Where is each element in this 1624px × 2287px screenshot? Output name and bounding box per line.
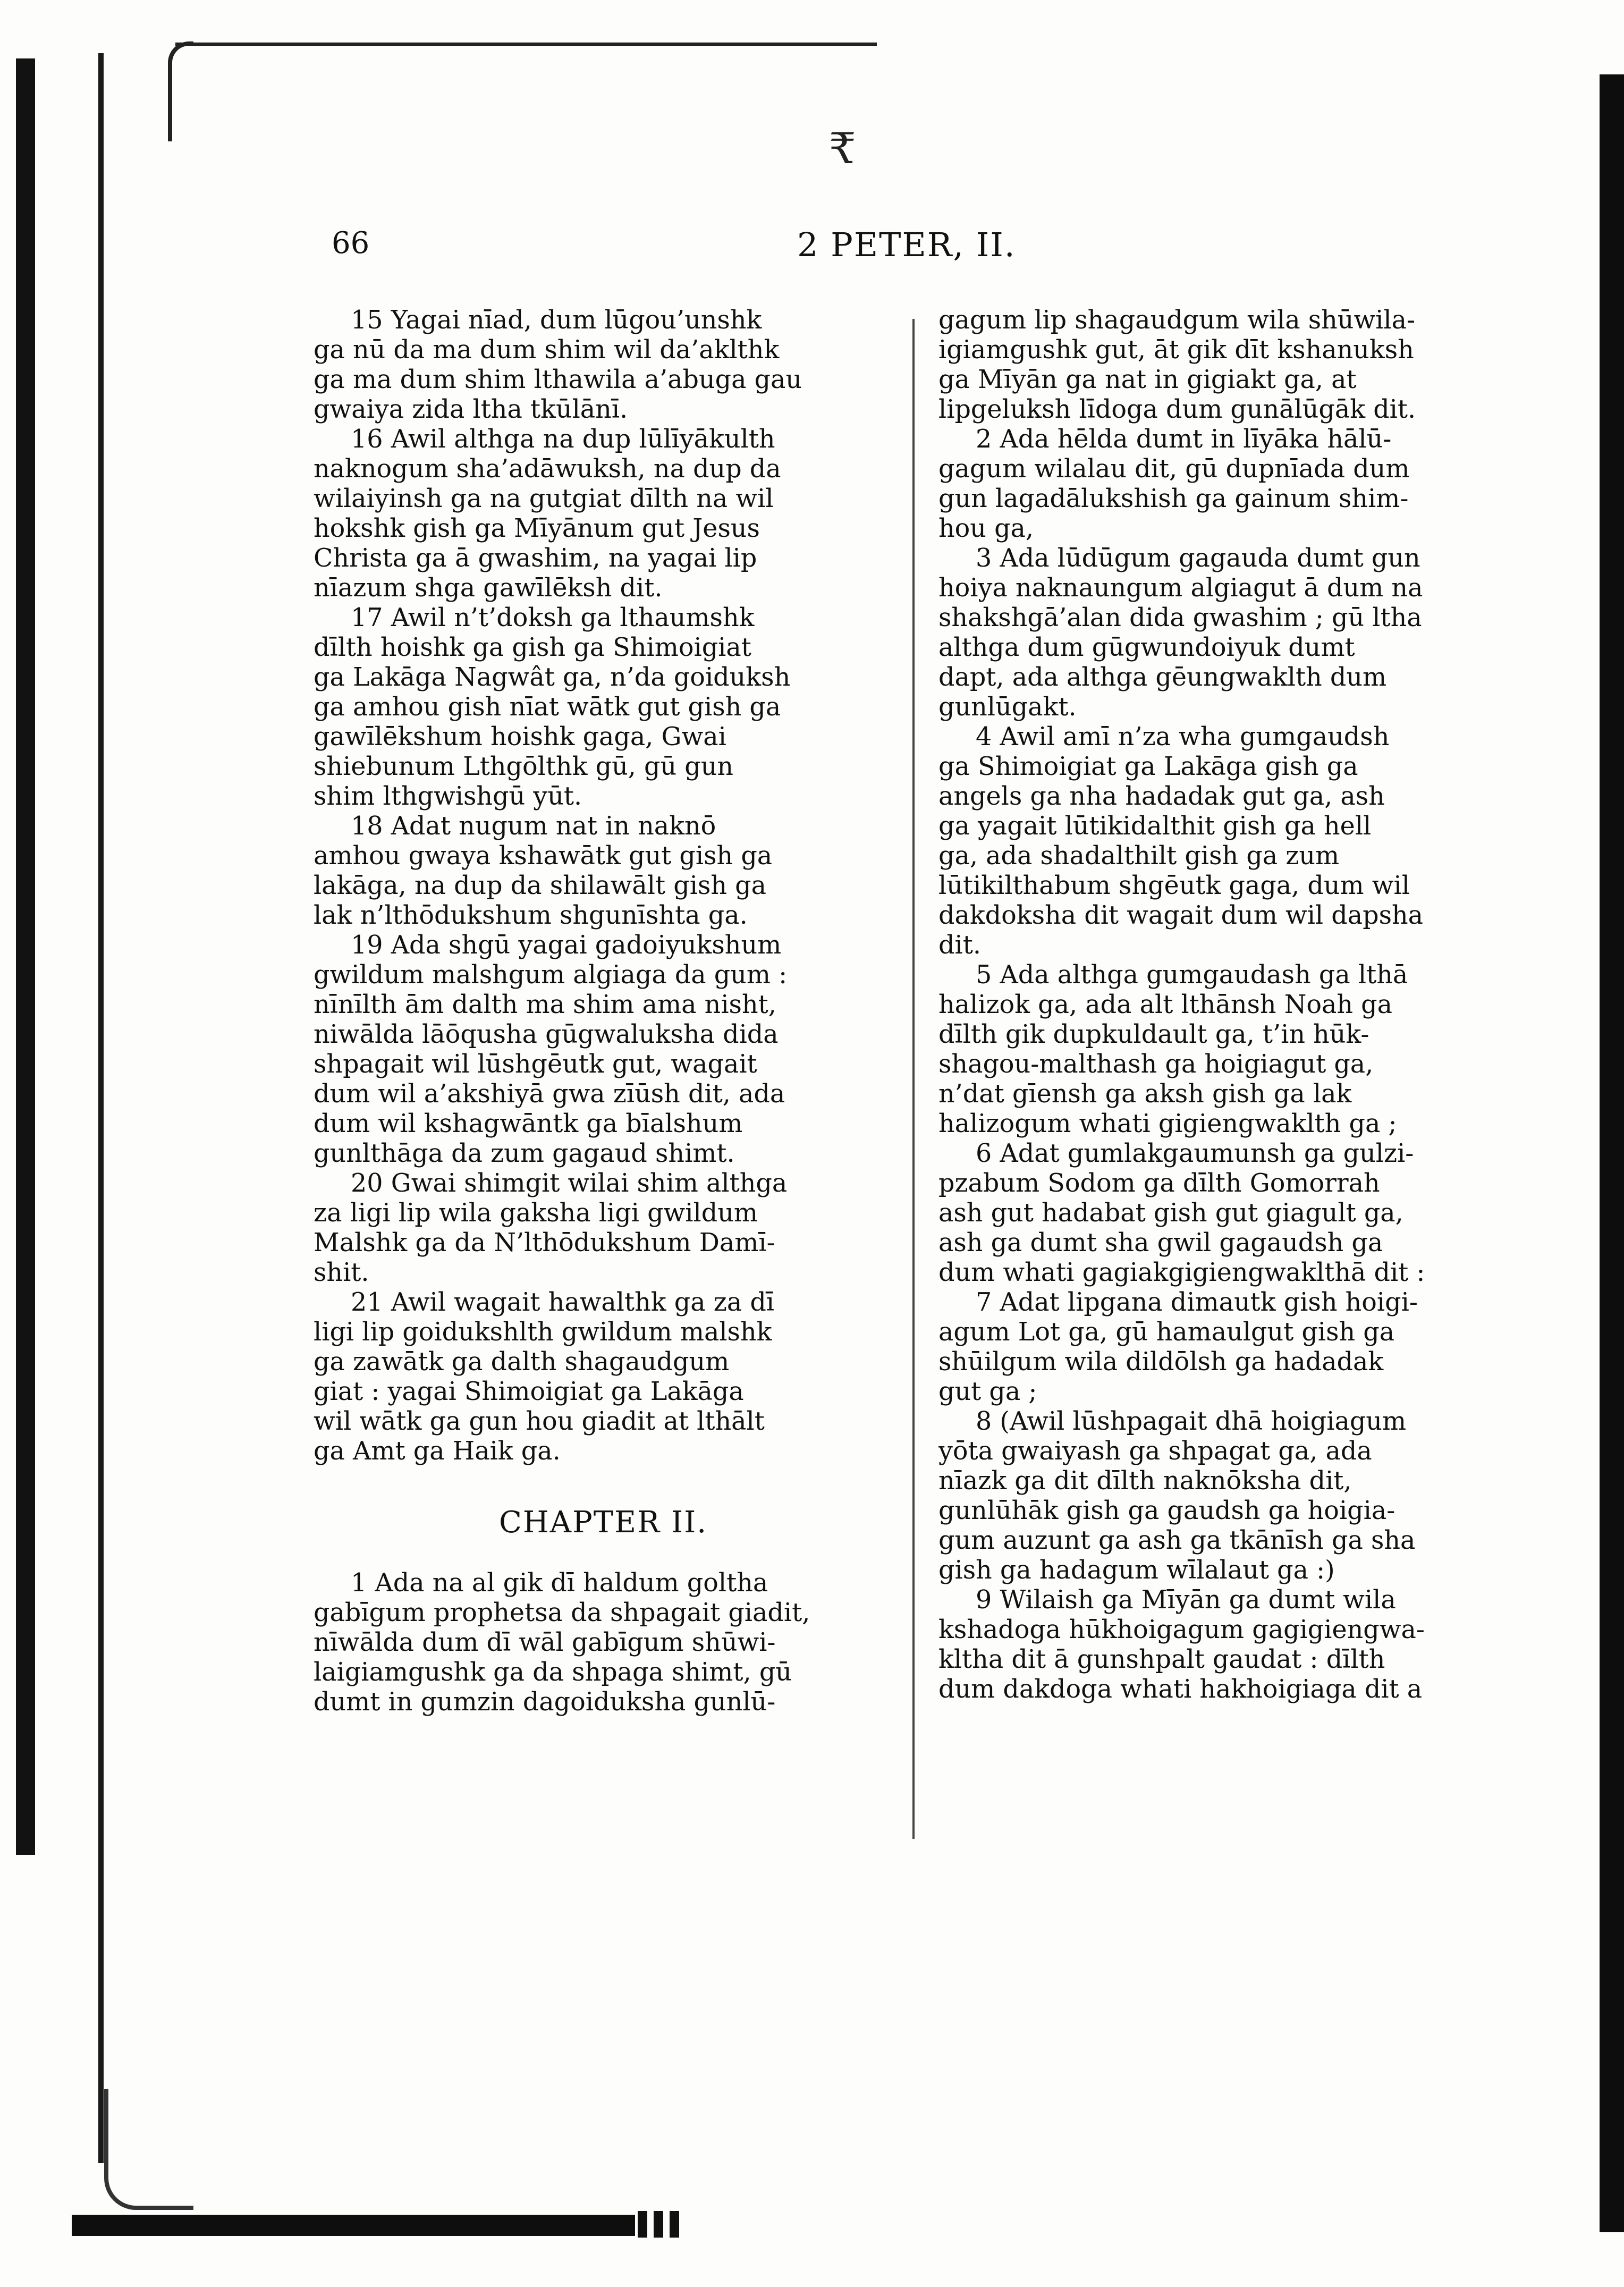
text-line: 17 Awil n’t’doksh ga lthaumshk (351, 603, 755, 632)
scan-edge-top (175, 43, 877, 46)
text-line: 16 Awil althga na dup lūlīyākulth (351, 425, 775, 454)
chapter-2-verse-9 (938, 1585, 1512, 1704)
chapter-2-verse-1-continued (938, 306, 1512, 425)
text-line: 21 Awil wagait hawalthk ga za dī (351, 1288, 775, 1317)
text-line: naknogum sha’adāwuksh, na dup da (314, 454, 781, 484)
text-line: ga, ada shadalthilt gish ga zum (938, 841, 1340, 871)
text-line: shpagait wil lūshgēutk gut, wagait (314, 1050, 757, 1079)
text-line: hou ga, (938, 514, 1034, 543)
scan-corner-bottom (104, 2089, 193, 2210)
text-line: ga Amt ga Haik ga. (314, 1437, 561, 1466)
text-line: amhou gwaya kshawātk gut gish ga (314, 841, 773, 871)
running-head: 2 PETER, II. (797, 225, 1016, 264)
text-line: gunlūgakt. (938, 693, 1077, 722)
scan-edge-left-inner (98, 53, 104, 2163)
text-line: hokshk gish ga Mīyānum gut Jesus (314, 514, 760, 543)
scan-corner-top (168, 41, 193, 141)
chapter-2-verse-3 (938, 544, 1512, 722)
text-line: angels ga nha hadadak gut ga, ash (938, 782, 1385, 811)
chapter-heading: CHAPTER II. (498, 1505, 708, 1540)
text-line: nīazk ga dit dīlth naknōksha dit, (938, 1466, 1352, 1496)
text-line: dum whati gagiakgigiengwaklthā dit : (938, 1258, 1425, 1287)
text-line: 20 Gwai shimgit wilai shim althga (351, 1169, 788, 1198)
text-line: ligi lip goidukshlth gwildum malshk (314, 1318, 772, 1347)
text-line: ga zawātk ga dalth shagaudgum (314, 1347, 730, 1377)
text-line: gunlūhāk gish ga gaudsh ga hoigia- (938, 1496, 1395, 1525)
chapter-2-verse-4 (938, 722, 1512, 960)
text-line: 2 Ada hēlda dumt in līyāka hālū- (976, 425, 1392, 454)
scan-edge-bottom (72, 2215, 635, 2236)
text-line: wilaiyinsh ga na gutgiat dīlth na wil (314, 484, 774, 513)
text-line: pzabum Sodom ga dīlth Gomorrah (938, 1169, 1380, 1198)
text-line: 9 Wilaish ga Mīyān ga dumt wila (976, 1585, 1396, 1615)
text-line: hoiya naknaungum algiagut ā dum na (938, 573, 1423, 603)
text-line: 4 Awil amī n’za wha gumgaudsh (976, 722, 1390, 752)
text-line: 18 Adat nugum nat in naknō (351, 812, 716, 841)
text-line: gagum lip shagaudgum wila shūwila- (938, 306, 1416, 335)
text-line: dīlth gik dupkuldault ga, t’in hūk- (938, 1020, 1369, 1049)
text-line: halizok ga, ada alt lthānsh Noah ga (938, 990, 1392, 1019)
text-line: 5 Ada althga gumgaudash ga lthā (976, 960, 1408, 990)
text-line: halizogum whati gigiengwaklth ga ; (938, 1109, 1397, 1138)
text-line: lakāga, na dup da shilawālt gish ga (314, 871, 766, 900)
chapter-2-verse-5 (938, 960, 1512, 1139)
text-line: nīnīlth ām dalth ma shim ama nisht, (314, 990, 776, 1019)
text-line: yōta gwaiyash ga shpagat ga, ada (938, 1437, 1372, 1466)
chapter-2-verse-2 (938, 425, 1512, 544)
text-line: dum wil a’akshiyā gwa zīūsh dit, ada (314, 1079, 785, 1109)
text-line: dum dakdoga whati hakhoigiaga dit a (938, 1675, 1423, 1704)
verse-16 (314, 425, 893, 603)
text-line: lūtikilthabum shgēutk gaga, dum wil (938, 871, 1410, 900)
text-line: 19 Ada shgū yagai gadoiyukshum (351, 931, 782, 960)
chapter-2-verse-6 (938, 1139, 1512, 1288)
right-column (938, 306, 1512, 1704)
verse-18 (314, 812, 893, 931)
text-line: gwaiya zida ltha tkūlānī. (314, 395, 628, 424)
text-line: nīwālda dum dī wāl gabīgum shūwi- (314, 1628, 776, 1657)
chapter-2-verse-1 (314, 1568, 893, 1717)
text-line: 8 (Awil lūshpagait dhā hoigiagum (976, 1407, 1407, 1436)
text-line: n’dat gīensh ga aksh gish ga lak (938, 1079, 1352, 1109)
text-line: 15 Yagai nīad, dum lūgou’unshk (351, 306, 762, 335)
text-line: ga Shimoigiat ga Lakāga gish ga (938, 752, 1358, 781)
left-column (314, 306, 893, 1717)
text-line: ga ma dum shim lthawila a’abuga gau (314, 365, 802, 394)
text-line: dumt in gumzin dagoiduksha gunlū- (314, 1687, 776, 1717)
text-line: agum Lot ga, gū hamaulgut gish ga (938, 1318, 1395, 1347)
text-line: dit. (938, 931, 981, 960)
ornament-mark: ₹ (829, 124, 856, 173)
text-line: laigiamgushk ga da shpaga shimt, gū (314, 1658, 792, 1687)
text-line: dum wil kshagwāntk ga bīalshum (314, 1109, 743, 1138)
text-line: ga Mīyān ga nat in gigiakt ga, at (938, 365, 1357, 394)
text-line: shiebunum Lthgōlthk gū, gū gun (314, 752, 734, 781)
chapter-2-verse-8 (938, 1407, 1512, 1585)
text-line: kltha dit ā gunshpalt gaudat : dīlth (938, 1645, 1385, 1674)
text-line: gunlthāga da zum gagaud shimt. (314, 1139, 735, 1168)
text-line: ash gut hadabat gish gut giagult ga, (938, 1199, 1403, 1228)
text-line: 7 Adat lipgana dimautk gish hoigi- (976, 1288, 1418, 1317)
text-line: ash ga dumt sha gwil gagaudsh ga (938, 1228, 1383, 1258)
text-line: gawīlēkshum hoishk gaga, Gwai (314, 722, 726, 752)
scan-bottom-marks (638, 2211, 686, 2238)
text-line: gwildum malshgum algiaga da gum : (314, 960, 788, 990)
text-line: gun lagadālukshish ga gainum shim- (938, 484, 1409, 513)
column-divider (912, 319, 915, 1839)
text-line: dapt, ada althga gēungwaklth dum (938, 663, 1387, 692)
text-line: 1 Ada na al gik dī haldum goltha (351, 1568, 768, 1598)
text-line: Malshk ga da N’lthōdukshum Damī- (314, 1228, 775, 1258)
text-line: Christa ga ā gwashim, na yagai lip (314, 544, 757, 573)
page-number: 66 (332, 226, 370, 260)
text-line: shakshgā’alan dida gwashim ; gū ltha (938, 603, 1422, 632)
text-line: ga nū da ma dum shim wil da’aklthk (314, 335, 780, 365)
text-line: gabīgum prophetsa da shpagait giadit, (314, 1598, 810, 1627)
text-line: 3 Ada lūdūgum gagauda dumt gun (976, 544, 1420, 573)
scan-edge-right (1600, 74, 1624, 2232)
text-line: ga yagait lūtikidalthit gish ga hell (938, 812, 1372, 841)
text-line: shūilgum wila dildōlsh ga hadadak (938, 1347, 1384, 1377)
text-line: 6 Adat gumlakgaumunsh ga gulzi- (976, 1139, 1414, 1168)
text-line: giat : yagai Shimoigiat ga Lakāga (314, 1377, 744, 1406)
text-line: gum auzunt ga ash ga tkānīsh ga sha (938, 1526, 1416, 1555)
text-line: ga Lakāga Nagwât ga, n’da goiduksh (314, 663, 791, 692)
text-line: za ligi lip wila gaksha ligi gwildum (314, 1199, 758, 1228)
scan-edge-left (16, 58, 35, 1855)
text-line: gish ga hadagum wīlalaut ga :) (938, 1556, 1335, 1585)
text-line: ga amhou gish nīat wātk gut gish ga (314, 693, 781, 722)
text-line: nīazum shga gawīlēksh dit. (314, 573, 663, 603)
text-line: igiamgushk gut, āt gik dīt kshanuksh (938, 335, 1414, 365)
text-line: lipgeluksh līdoga dum gunālūgāk dit. (938, 395, 1416, 424)
text-line: dakdoksha dit wagait dum wil dapsha (938, 901, 1424, 930)
chapter-2-verse-7 (938, 1288, 1512, 1407)
verse-19 (314, 931, 893, 1169)
verse-20 (314, 1169, 893, 1288)
verse-15 (314, 306, 893, 425)
text-line: gagum wilalau dit, gū dupnīada dum (938, 454, 1410, 484)
text-line: shim lthgwishgū yūt. (314, 782, 582, 811)
text-line: gut ga ; (938, 1377, 1037, 1406)
verse-17 (314, 603, 893, 812)
text-line: althga dum gūgwundoiyuk dumt (938, 633, 1355, 662)
text-line: wil wātk ga gun hou giadit at lthālt (314, 1407, 765, 1436)
text-line: kshadoga hūkhoigagum gagigiengwa- (938, 1615, 1425, 1644)
text-line: dīlth hoishk ga gish ga Shimoigiat (314, 633, 751, 662)
text-line: shit. (314, 1258, 369, 1287)
text-line: shagou-malthash ga hoigiagut ga, (938, 1050, 1374, 1079)
verse-21 (314, 1288, 893, 1466)
text-line: lak n’lthōdukshum shgunīshta ga. (314, 901, 748, 930)
text-line: niwālda lāōqusha gūgwaluksha dida (314, 1020, 779, 1049)
